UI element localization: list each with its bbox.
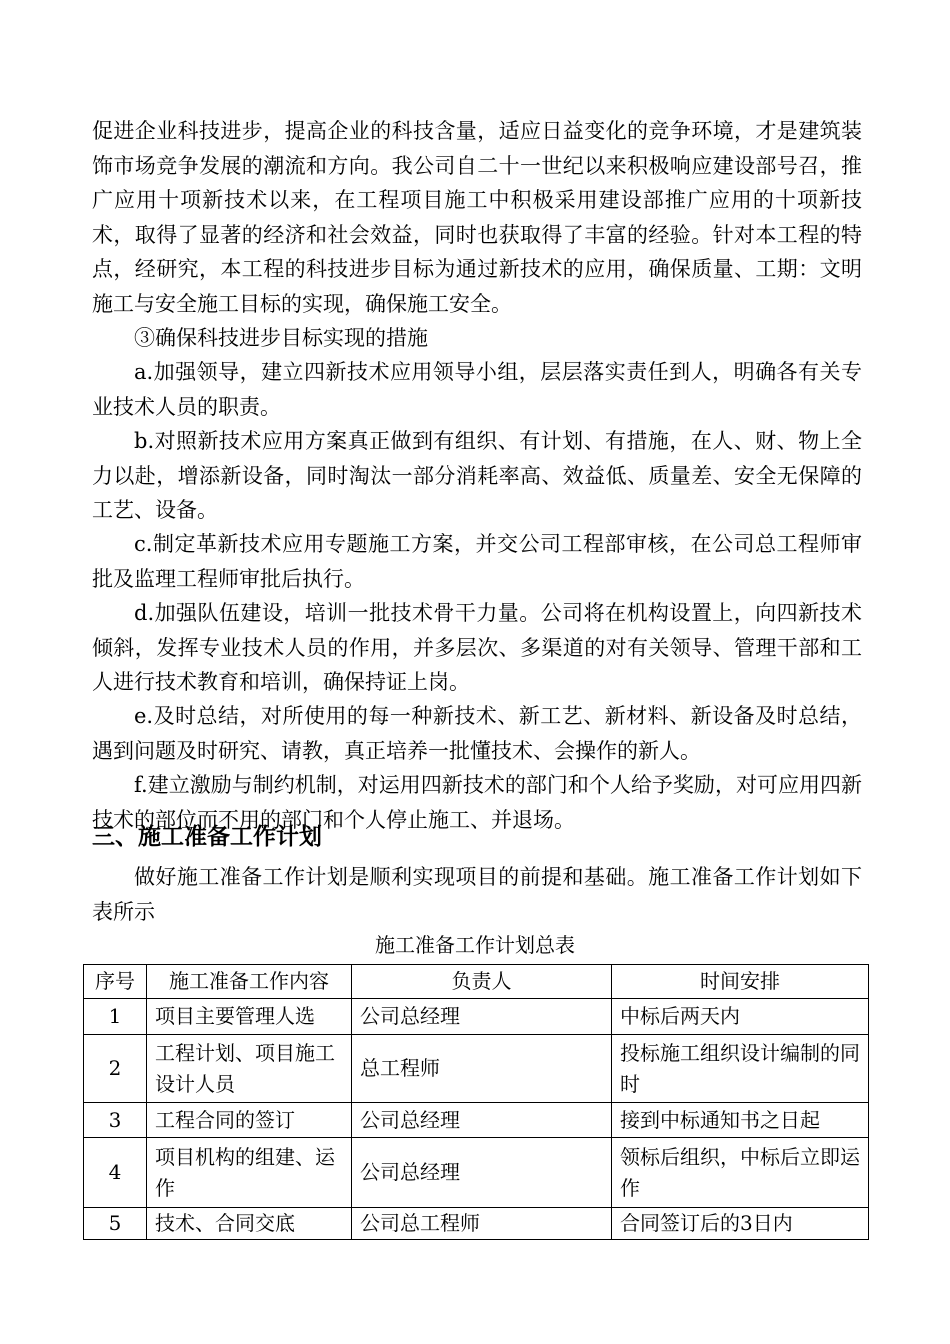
table-header-row bbox=[84, 965, 869, 999]
row-owner: 公司总经理 bbox=[352, 999, 612, 1035]
row-index: 1 bbox=[84, 999, 147, 1035]
row-content: 技术、合同交底 bbox=[147, 1208, 352, 1240]
row-schedule: 接到中标通知书之日起 bbox=[612, 1103, 869, 1138]
row-content: 项目主要管理人选 bbox=[147, 999, 352, 1035]
table-row bbox=[84, 1138, 869, 1208]
section-heading: 三、施工准备工作计划 bbox=[92, 824, 322, 850]
header-index: 序号 bbox=[84, 965, 147, 999]
row-content: 工程计划、项目施工设计人员 bbox=[147, 1035, 352, 1103]
row-owner: 公司总工程师 bbox=[352, 1208, 612, 1240]
row-schedule: 投标施工组织设计编制的同时 bbox=[612, 1035, 869, 1103]
paragraph-measure-a: a.加强领导，建立四新技术应用领导小组，层层落实责任到人，明确各有关专业技术人员的职责。 bbox=[92, 360, 862, 419]
paragraph-measures-title: ③确保科技进步目标实现的措施 bbox=[134, 326, 428, 350]
row-index: 5 bbox=[84, 1208, 147, 1240]
row-schedule: 领标后组织，中标后立即运作 bbox=[612, 1138, 869, 1208]
paragraph-measure-c: c.制定革新技术应用专题施工方案，并交公司工程部审核，在公司总工程师审批及监理工程师审批后执行。 bbox=[92, 532, 862, 591]
row-content: 项目机构的组建、运作 bbox=[147, 1138, 352, 1208]
table-row bbox=[84, 1103, 869, 1138]
row-index: 2 bbox=[84, 1035, 147, 1103]
paragraph-measure-d: d.加强队伍建设，培训一批技术骨干力量。公司将在机构设置上，向四新技术倾斜，发挥专业技术人员的作用，并多层次、多渠道的对有关领导、管理干部和工人进行技术教育和培训，确保持证上岗。 bbox=[92, 601, 862, 694]
table-row bbox=[84, 1035, 869, 1103]
table-caption: 施工准备工作计划总表 bbox=[375, 933, 575, 957]
table-row bbox=[84, 1208, 869, 1240]
row-owner: 公司总经理 bbox=[352, 1138, 612, 1208]
header-owner: 负责人 bbox=[352, 965, 612, 999]
paragraph-tech-progress: 促进企业科技进步，提高企业的科技含量，适应日益变化的竞争环境，才是建筑装饰市场竞争发展的潮流和方向。我公司自二十一世纪以来积极响应建设部号召，推广应用十项新技术以来，在工程项目施工中积极采用建设部推广应用的十项新技术，取得了显著的经济和社会效益，同时也获取得了丰富的经验。针对本工程的特点，经研究，本工程的科技进步目标为通过新技术的应用，确保质量、工期：文明施工与安全施工目标的实现，确保施工安全。 bbox=[92, 119, 862, 316]
row-content: 工程合同的签订 bbox=[147, 1103, 352, 1138]
header-content: 施工准备工作内容 bbox=[147, 965, 352, 999]
row-index: 4 bbox=[84, 1138, 147, 1208]
row-schedule: 中标后两天内 bbox=[612, 999, 869, 1035]
paragraph-measure-b: b.对照新技术应用方案真正做到有组织、有计划、有措施，在人、财、物上全力以赴，增添新设备，同时淘汰一部分消耗率高、效益低、质量差、安全无保障的工艺、设备。 bbox=[92, 429, 862, 522]
section-intro: 做好施工准备工作计划是顺利实现项目的前提和基础。施工准备工作计划如下表所示 bbox=[92, 865, 862, 924]
row-owner: 总工程师 bbox=[352, 1035, 612, 1103]
row-owner: 公司总经理 bbox=[352, 1103, 612, 1138]
row-schedule: 合同签订后的3日内 bbox=[612, 1208, 869, 1240]
row-index: 3 bbox=[84, 1103, 147, 1138]
paragraph-measure-e: e.及时总结，对所使用的每一种新技术、新工艺、新材料、新设备及时总结，遇到问题及时研究、请教，真正培养一批懂技术、会操作的新人。 bbox=[92, 704, 862, 763]
table-row bbox=[84, 999, 869, 1035]
prep-plan-table bbox=[83, 964, 869, 1240]
paragraph-measure-f: f.建立激励与制约机制，对运用四新技术的部门和个人给予奖励，对可应用四新技术的部位而不用的部门和个人停止施工、并退场。 bbox=[92, 773, 862, 832]
header-schedule: 时间安排 bbox=[612, 965, 869, 999]
